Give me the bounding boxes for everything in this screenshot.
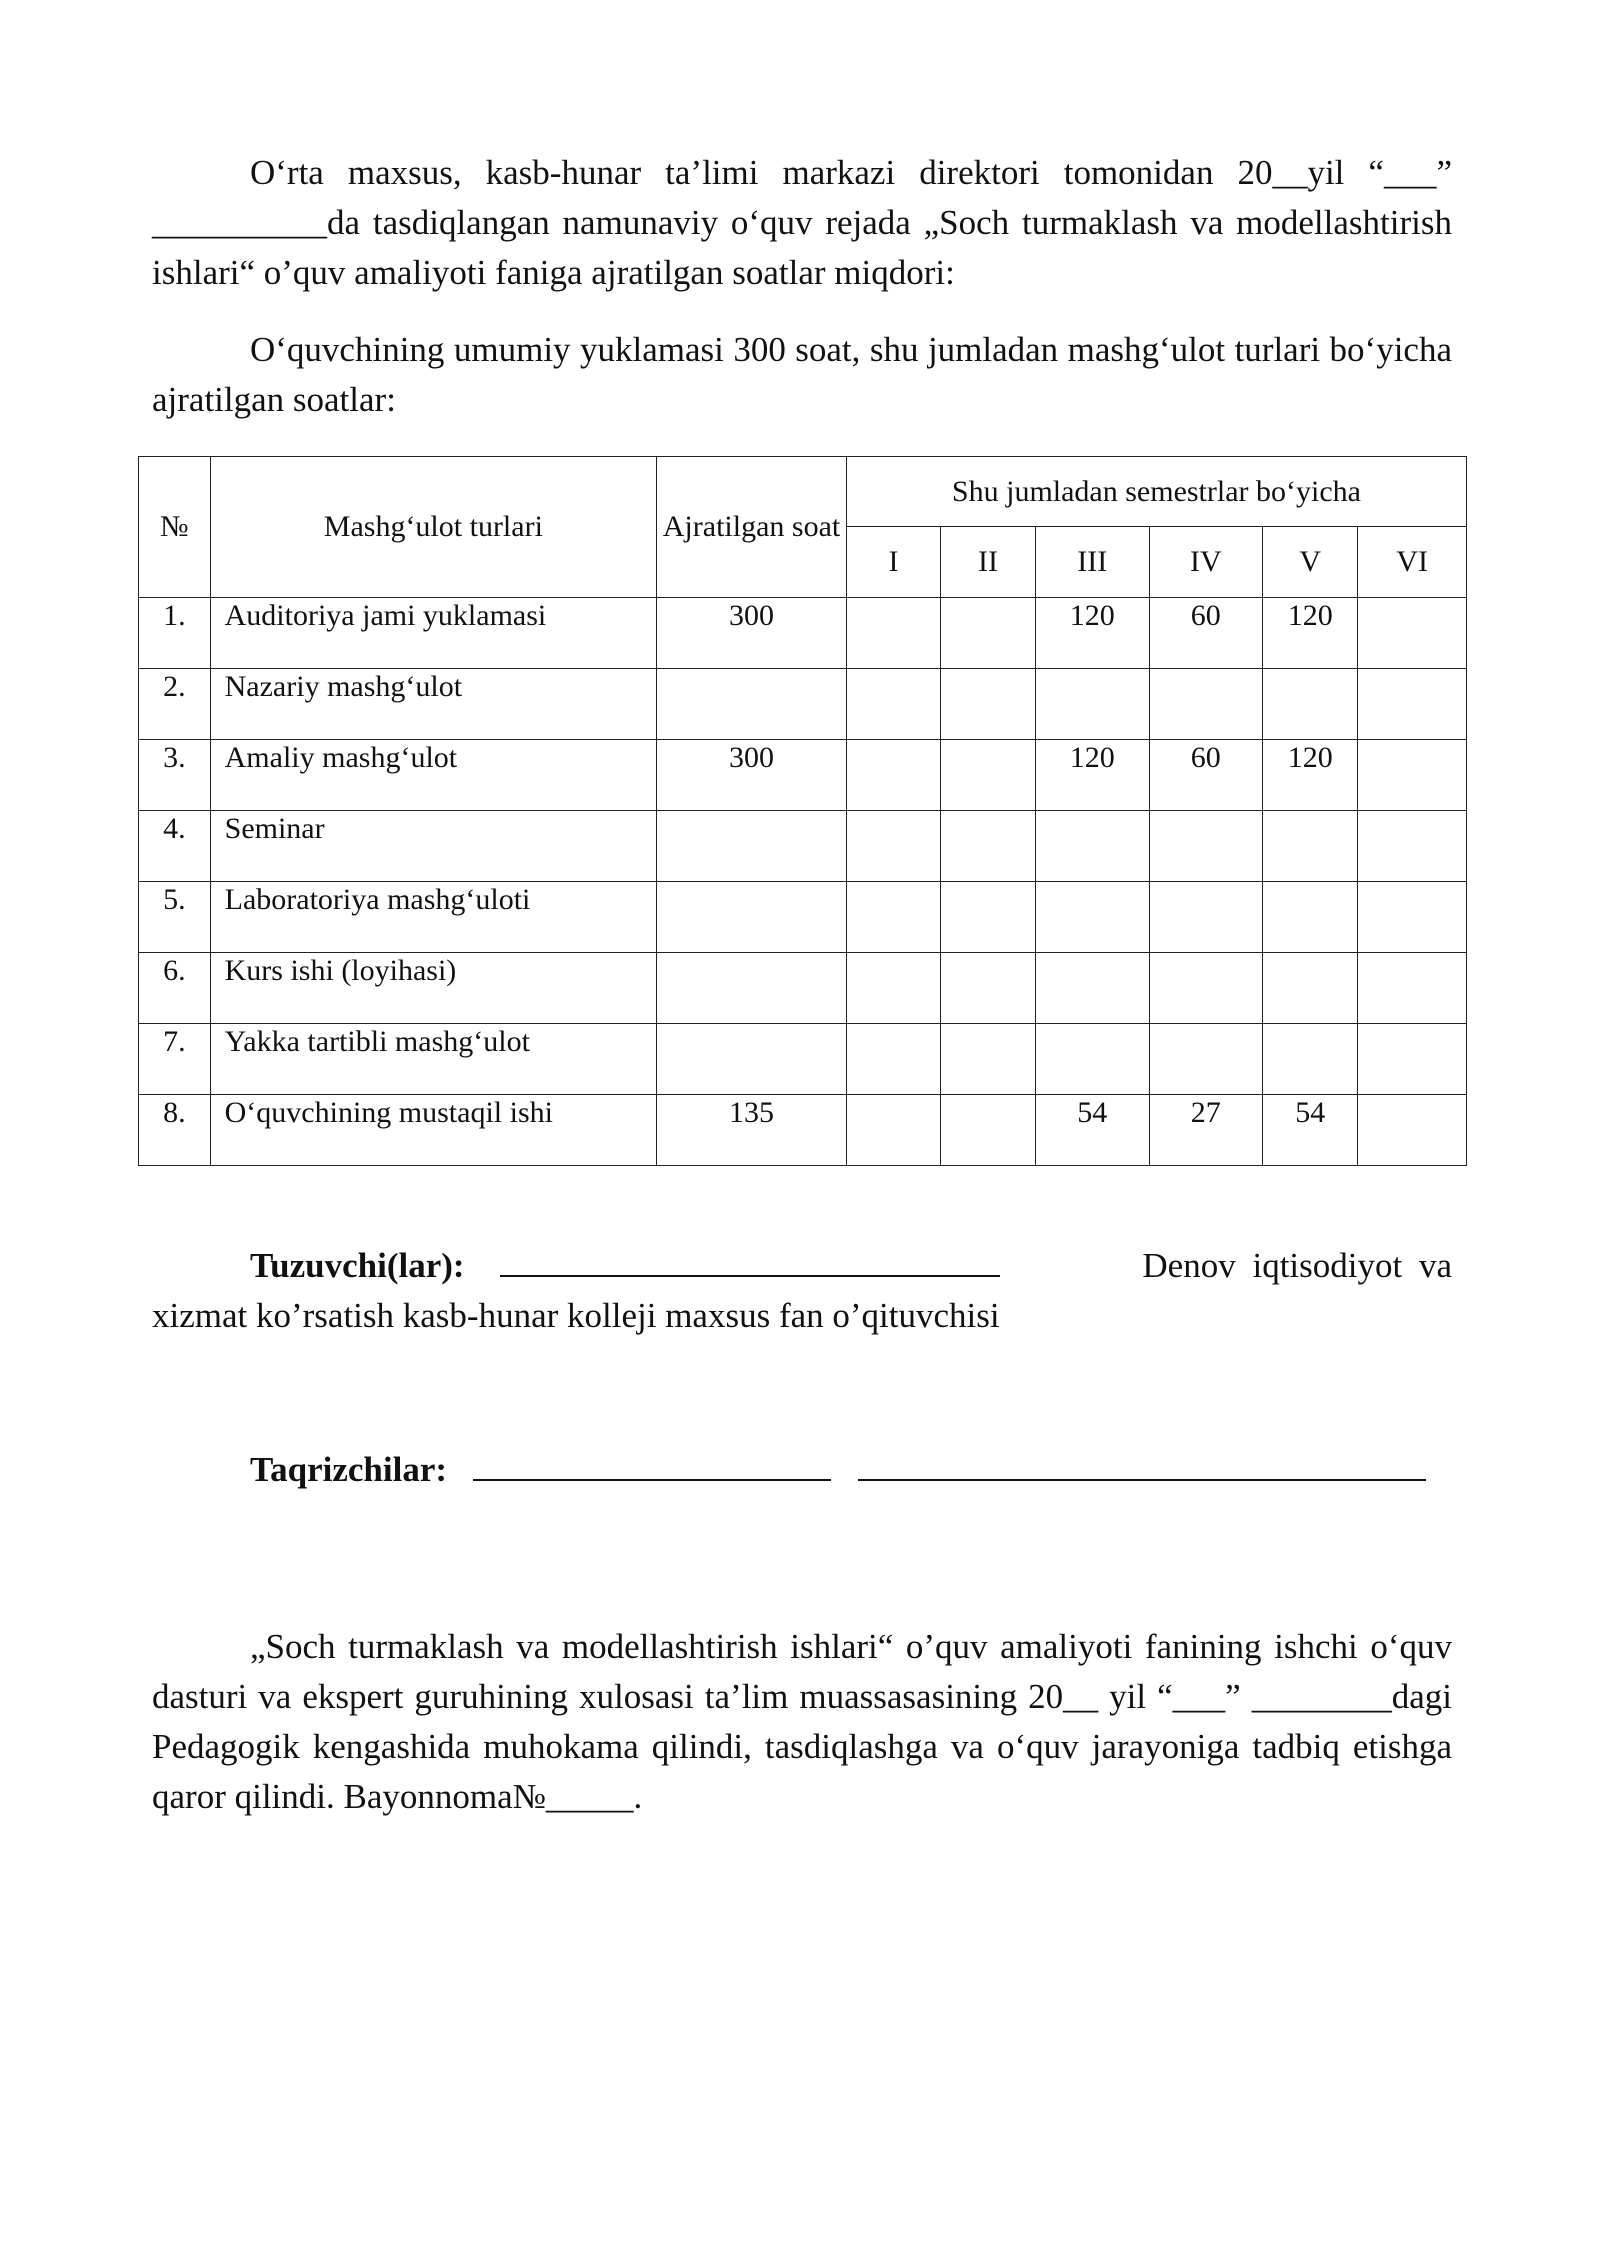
table-row — [139, 1095, 1467, 1166]
header-semester: I — [846, 527, 940, 598]
hours-table — [138, 456, 1467, 1166]
row-semester-value — [1149, 1024, 1262, 1095]
row-semester-value — [846, 1024, 940, 1095]
row-semester-value — [941, 598, 1036, 669]
table-row — [139, 669, 1467, 740]
table-row — [139, 953, 1467, 1024]
header-semester: V — [1263, 527, 1358, 598]
header-semester: IV — [1149, 527, 1262, 598]
row-semester-value — [846, 1095, 940, 1166]
row-semester-value — [1358, 669, 1467, 740]
row-number: 8. — [139, 1095, 211, 1166]
header-semester: II — [941, 527, 1036, 598]
load-paragraph: O‘quvchining umumiy yuklamasi 300 soat, shu jumladan mashg‘ulot turlari bo‘yicha ajratilgan soatlar: — [152, 330, 1452, 419]
table-row — [139, 811, 1467, 882]
authors-institution-line: xizmat ko’rsatish kasb-hunar kolleji maxsus fan o’qituvchisi — [152, 1296, 1000, 1335]
row-semester-value — [1149, 953, 1262, 1024]
row-number: 6. — [139, 953, 211, 1024]
row-hours — [657, 811, 847, 882]
row-semester-value: 60 — [1149, 598, 1262, 669]
row-semester-value — [1263, 953, 1358, 1024]
row-semester-value — [846, 740, 940, 811]
row-type: Auditoriya jami yuklamasi — [210, 598, 656, 669]
row-type: Kurs ishi (loyihasi) — [210, 953, 656, 1024]
row-hours: 300 — [657, 740, 847, 811]
row-number: 3. — [139, 740, 211, 811]
reviewers-signature-line — [473, 1449, 831, 1481]
row-semester-value — [1149, 669, 1262, 740]
row-semester-value — [941, 669, 1036, 740]
row-type: Seminar — [210, 811, 656, 882]
row-number: 2. — [139, 669, 211, 740]
authors-institution-start: Denov iqtisodiyot va — [1142, 1246, 1452, 1285]
row-number: 5. — [139, 882, 211, 953]
row-semester-value — [941, 1024, 1036, 1095]
row-semester-value — [846, 953, 940, 1024]
row-hours — [657, 882, 847, 953]
row-type: Amaliy mashg‘ulot — [210, 740, 656, 811]
table-row — [139, 598, 1467, 669]
header-type: Mashg‘ulot turlari — [210, 457, 656, 598]
authors-signature-line — [500, 1245, 1000, 1277]
row-hours: 300 — [657, 598, 847, 669]
authors-line — [152, 1241, 1452, 1291]
row-hours — [657, 953, 847, 1024]
row-semester-value: 60 — [1149, 740, 1262, 811]
row-semester-value — [1358, 1095, 1467, 1166]
table-row — [139, 740, 1467, 811]
row-semester-value: 120 — [1263, 740, 1358, 811]
row-semester-value: 54 — [1035, 1095, 1149, 1166]
row-semester-value — [1149, 811, 1262, 882]
row-semester-value — [1263, 882, 1358, 953]
row-semester-value — [846, 882, 940, 953]
row-semester-value — [1358, 882, 1467, 953]
row-semester-value: 120 — [1263, 598, 1358, 669]
row-semester-value — [941, 811, 1036, 882]
row-semester-value — [1358, 811, 1467, 882]
row-semester-value — [1358, 953, 1467, 1024]
row-semester-value — [1149, 882, 1262, 953]
row-semester-value — [1263, 669, 1358, 740]
row-hours — [657, 669, 847, 740]
intro-paragraph: O‘rta maxsus, kasb-hunar ta’limi markazi direktori tomonidan 20__yil “___” __________da tasdiqlangan namunaviy o‘quv rejada „Soch turmaklash va modellashtirish ishlari“ o’quv amaliyoti faniga ajratilgan soatlar miqdori: — [152, 153, 1452, 292]
row-semester-value — [1035, 953, 1149, 1024]
header-hours: Ajratilgan soat — [657, 457, 847, 598]
row-semester-value — [941, 953, 1036, 1024]
row-semester-value: 27 — [1149, 1095, 1262, 1166]
row-semester-value — [1263, 811, 1358, 882]
row-type: Nazariy mashg‘ulot — [210, 669, 656, 740]
row-number: 7. — [139, 1024, 211, 1095]
reviewers-line — [152, 1445, 1452, 1495]
authors-block — [152, 1241, 1452, 1341]
header-number: № — [139, 457, 211, 598]
row-type: Yakka tartibli mashg‘ulot — [210, 1024, 656, 1095]
row-semester-value — [1358, 598, 1467, 669]
row-semester-value — [941, 740, 1036, 811]
row-hours: 135 — [657, 1095, 847, 1166]
row-number: 4. — [139, 811, 211, 882]
table-row — [139, 882, 1467, 953]
header-semesters-group: Shu jumladan semestrlar bo‘yicha — [846, 457, 1466, 527]
row-semester-value — [1358, 740, 1467, 811]
row-type: O‘quvchining mustaqil ishi — [210, 1095, 656, 1166]
approval-paragraph: „Soch turmaklash va modellashtirish ishlari“ o’quv amaliyoti fanining ishchi o‘quv dasturi va ekspert guruhining xulosasi ta’lim muassasasining 20__ yil “___” ________dagi Pedagogik kengashida muhokama qilindi, tasdiqlashga va o‘quv jarayoniga tadbiq etishga qaror qilindi. Bayonnoma№_____. — [152, 1627, 1452, 1816]
reviewers-signature-line — [858, 1449, 1426, 1481]
row-semester-value — [941, 882, 1036, 953]
row-semester-value — [846, 811, 940, 882]
row-semester-value — [846, 669, 940, 740]
row-semester-value — [1035, 811, 1149, 882]
row-semester-value: 54 — [1263, 1095, 1358, 1166]
row-semester-value: 120 — [1035, 598, 1149, 669]
row-semester-value: 120 — [1035, 740, 1149, 811]
table-row — [139, 1024, 1467, 1095]
row-semester-value — [941, 1095, 1036, 1166]
row-hours — [657, 1024, 847, 1095]
row-number: 1. — [139, 598, 211, 669]
row-semester-value — [1358, 1024, 1467, 1095]
reviewers-label: Taqrizchilar: — [250, 1450, 448, 1489]
row-semester-value — [1035, 882, 1149, 953]
row-semester-value — [1263, 1024, 1358, 1095]
header-semester: III — [1035, 527, 1149, 598]
row-semester-value — [1035, 669, 1149, 740]
authors-label: Tuzuvchi(lar): — [250, 1246, 465, 1285]
row-type: Laboratoriya mashg‘uloti — [210, 882, 656, 953]
row-semester-value — [1035, 1024, 1149, 1095]
reviewers-block — [152, 1445, 1452, 1495]
header-semester: VI — [1358, 527, 1467, 598]
row-semester-value — [846, 598, 940, 669]
